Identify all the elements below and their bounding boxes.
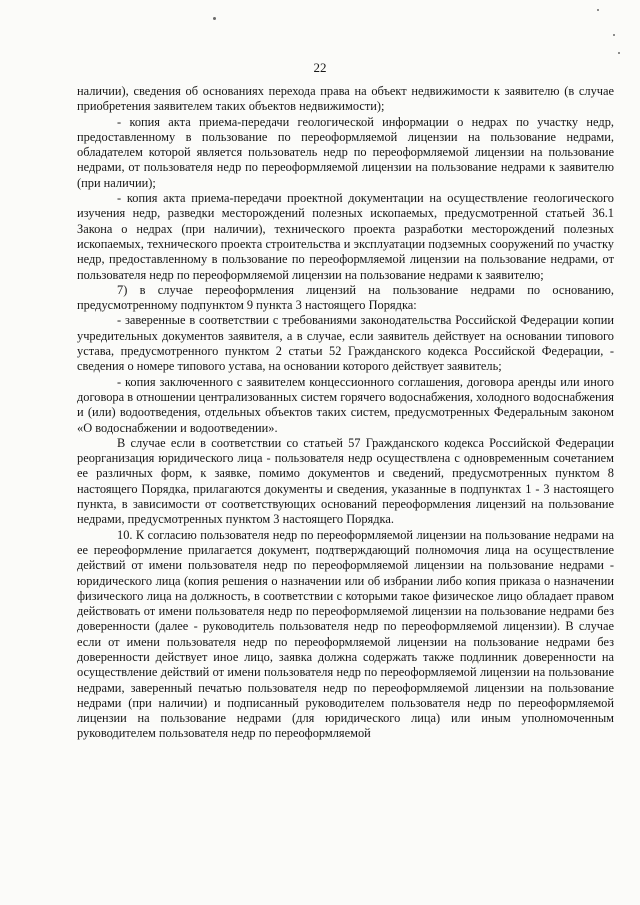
subpoint-7: 7) в случае переоформления лицензий на пользование недрами по основанию, предусмотренному подпунктом 9 пункта 3 настоящего Порядка: <box>77 282 614 313</box>
list-item-concession-agreement: - копия заключенного с заявителем концессионного соглашения, договора аренды или иного договора в отношении централизованных систем горячего водоснабжения, холодного водоснабжения и (или) водоотведения, отдельных объектов таких систем, предусмотренных Федеральным законом «О водоснабжении и водоотведении». <box>77 374 614 435</box>
scan-speck <box>213 17 216 20</box>
page-number: 22 <box>313 60 327 75</box>
list-item-project-documentation-act: - копия акта приема-передачи проектной документации на осуществление геологического изучения недр, разведки месторождений полезных ископаемых, предусмотренной статьей 36.1 Закона о недрах (при наличии), технического проекта разработки месторождений полезных ископаемых, технического проекта строительства и эксплуатации подземных сооружений по участку недр, предоставленному в пользование по переоформляемой лицензии на пользование недрами, от пользователя недр по переоформляемой лицензии на пользование недрами к заявителю; <box>77 191 614 282</box>
paragraph-reorganization: В случае если в соответствии со статьей 57 Гражданского кодекса Российской Федерации реорганизация юридического лица - пользователя недр осуществлена с одновременным сочетанием ее различных форм, к заявке, помимо документов и сведений, предусмотренных пунктом 8 настоящего Порядка, прилагаются документы и сведения, указанные в подпунктах 1 - 3 настоящего пункта, в зависимости от соответствующих оснований переоформления лицензий на пользование недрами, предусмотренных пунктом 3 настоящего Порядка. <box>77 435 614 527</box>
scan-speck <box>618 52 620 54</box>
list-item-founding-documents: - заверенные в соответствии с требованиями законодательства Российской Федерации копии учредительных документов заявителя, а в случае, если заявитель действует на основании типового устава, предусмотренного пунктом 2 статьи 52 Гражданского кодекса Российской Федерации, - сведения о номере типового устава, на основании которого действует заявитель; <box>77 313 614 374</box>
paragraph-continuation: наличии), сведения об основаниях перехода права на объект недвижимости к заявителю (в случае приобретения заявителем таких объектов недвижимости); <box>77 84 614 114</box>
point-10: 10. К согласию пользователя недр по переоформляемой лицензии на пользование недрами на ее переоформление прилагается документ, подтверждающий полномочия лица на осуществление действий от имени пользователя недр по переоформляемой лицензии на пользование недрами - юридического лица (копия решения о назначении или об избрании либо копия приказа о назначении физического лица на должность, в соответствии с которыми такое физическое лицо обладает правом действовать от имени пользователя недр по переоформляемой лицензии на пользование недрами без доверенности (далее - руководитель пользователя недр по переоформляемой лицензии). В случае если от имени пользователя недр по переоформляемой лицензии на пользование недрами без доверенности действует иное лицо, заявка должна содержать также подлинник доверенности на осуществление действий от имени пользователя недр по переоформляемой лицензии на пользование недрами, заверенный печатью пользователя недр по переоформляемой лицензии на пользование недрами (при наличии) и подписанный руководителем пользователя недр по переоформляемой лицензии на пользование недрами (для юридического лица) или иным уполномоченным руководителем пользователя недр по переоформляемой <box>77 527 614 741</box>
scan-speck <box>597 9 599 11</box>
document-body <box>77 84 614 742</box>
scan-speck <box>613 34 615 36</box>
list-item-geological-info-act: - копия акта приема-передачи геологической информации о недрах по участку недр, предоставленному в пользование по переоформляемой лицензии на пользование недрами, обладателем которой является пользователь недр по переоформляемой лицензии на пользование недрами, от пользователя недр по переоформляемой лицензии на пользование недрами к заявителю (при наличии); <box>77 114 614 190</box>
